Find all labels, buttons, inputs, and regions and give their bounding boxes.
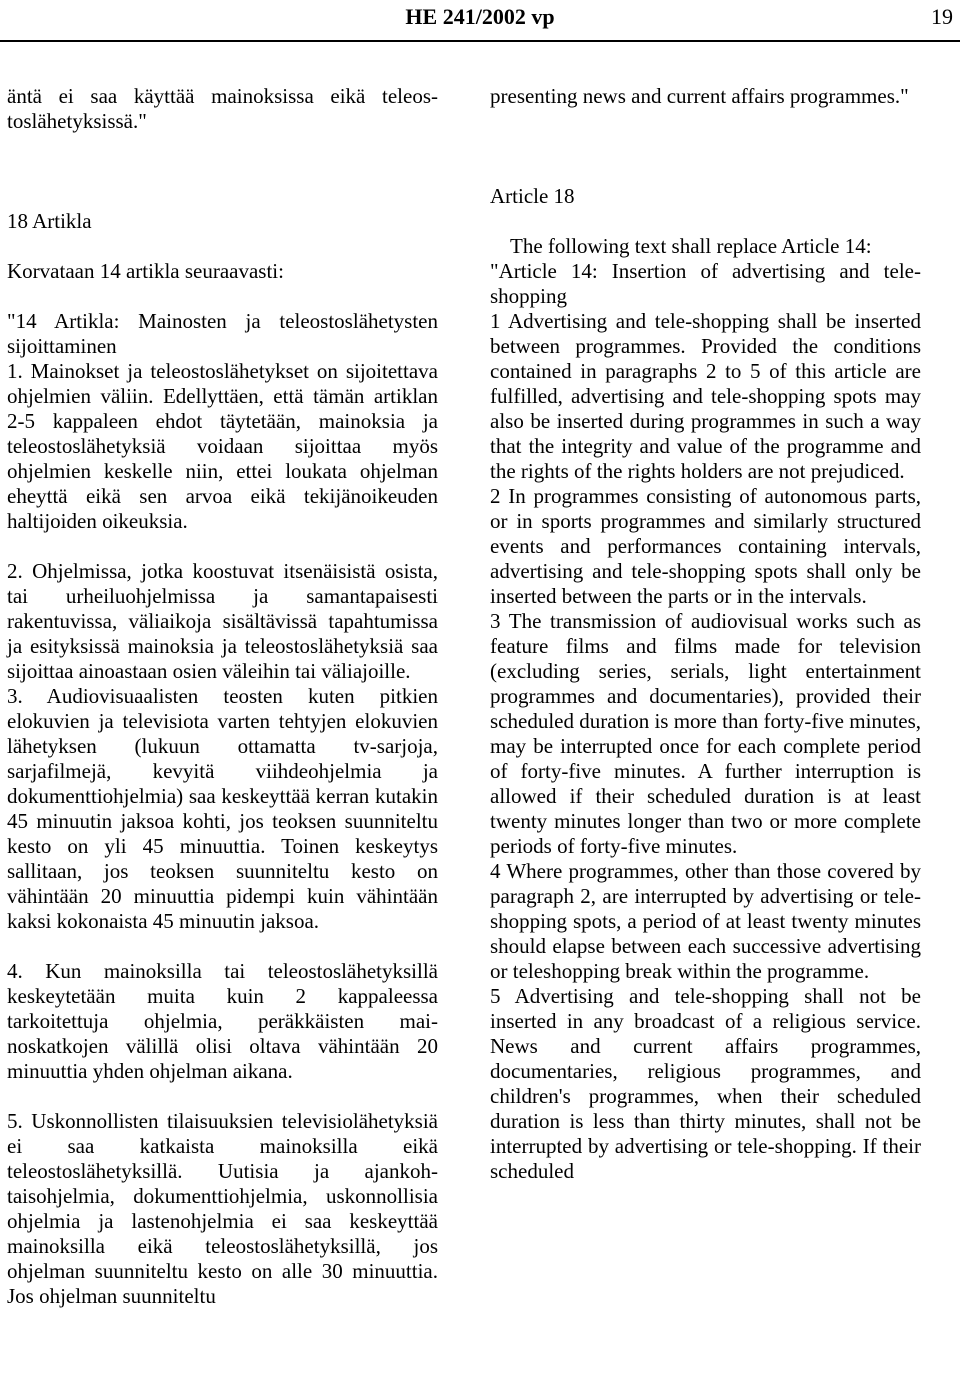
english-paragraph-4: 4 Where programmes, other than those covered by paragraph 2, are interrupted by advertising or tele-shopping spots, a period of at least twenty minutes should elapse between each successive advertising or teleshopping break within the programme. — [490, 859, 921, 983]
finnish-article-heading: 18 Artikla — [7, 209, 92, 233]
page-header — [0, 0, 960, 42]
english-paragraph-2: 2 In programmes consisting of autonomous parts, or in sports programmes and similarly structured events and performances containing intervals, advertising and tele-shopping spots shall only be inserted between the parts or in the intervals. — [490, 484, 921, 608]
english-column — [490, 84, 921, 1184]
finnish-lead: Korvataan 14 artikla seuraavasti: — [7, 259, 284, 283]
finnish-paragraph-3: 3. Audiovisuaalisten teosten kuten pitkien elokuvien ja televisiota varten tehtyjen elokuvien lähetyksen (lukuun ottamatta tv-sarjoja, sarjafilmejä, kevyitä viihdeohjelmia ja dokumenttiohjelmia) saa keskeyttää kerran kutakin 45 minuutin jaksoa kohti, jos teoksen suunniteltu kesto on yli 45 minuuttia. Toinen keskeytys sallitaan, jos teoksen suunniteltu kesto on vähintään 20 minuuttia pidempi kuin vähintään kaksi kokonaista 45 minuutin jaksoa. — [7, 684, 438, 933]
english-intro: presenting news and current affairs programmes." — [490, 84, 909, 108]
finnish-paragraph-2: 2. Ohjelmissa, jotka koostuvat itsenäisistä osista, tai urheiluohjelmissa ja samantapaisesti rakentuvissa, väliaikoja sisältävissä tapahtumissa ja esityksissä mainoksia ja teleostoslähetyksiä saa sijoittaa ainoastaan osien väleihin tai väliajoille. — [7, 559, 438, 683]
finnish-article-title: "14 Artikla: Mainosten ja teleostoslähetysten sijoittaminen — [7, 309, 438, 358]
finnish-column — [7, 84, 438, 1309]
english-lead: The following text shall replace Article 14: — [510, 234, 872, 258]
finnish-paragraph-4: 4. Kun mainoksilla tai teleostoslähetyksillä keskeytetään muita kuin 2 kappaleessa tarkoitettuja ohjelmia, peräkkäisten mainoskatkojen välillä olisi oltava vähintään 20 minuuttia yhden ohjelman aikana. — [7, 959, 438, 1083]
finnish-paragraph-5: 5. Uskonnollisten tilaisuuksien televisiolähetyksiä ei saa katkaista mainoksilla eikä teleostoslähetyksillä. Uutisia ja ajankohtaisohjelmia, dokumenttiohjelmia, uskonnollisia ohjelmia ja lastenohjelmia ei saa keskeyttää mainoksilla eikä teleostoslähetyksillä, jos ohjelman suunniteltu kesto on alle 30 minuuttia. Jos ohjelman suunniteltu — [7, 1109, 438, 1308]
finnish-paragraph-1: 1. Mainokset ja teleostoslähetykset on sijoitettava ohjelmien väliin. Edellyttäen, että tämän artiklan 2-5 kappaleen ehdot täytetään, mainoksia ja teleostoslähetyksiä voidaan sijoittaa myös ohjelmien keskelle niin, ettei loukata ohjelman eheyttä eikä sen arvoa eikä tekijänoikeuden haltijoiden oikeuksia. — [7, 359, 438, 533]
english-paragraph-1: 1 Advertising and tele-shopping shall be inserted between programmes. Provided the conditions contained in paragraphs 2 to 5 of this article are fulfilled, advertising and tele-shopping spots may also be inserted during programmes in such a way that the integrity and value of the programme and the rights of the rights holders are not prejudiced. — [490, 309, 921, 483]
english-paragraph-3: 3 The transmission of audiovisual works such as feature films and films made for television (excluding series, serials, light entertainment programmes and documentaries), provided their scheduled duration is more than forty-five minutes, may be interrupted once for each complete period of forty-five minutes. A further interruption is allowed if their scheduled duration is at least twenty minutes longer than two or more complete periods of forty-five minutes. — [490, 609, 921, 858]
english-paragraph-5: 5 Advertising and tele-shopping shall not be inserted in any broadcast of a religious service. News and current affairs programmes, documentaries, religious programmes, and children's programmes, when their scheduled duration is less than thirty minutes, shall not be interrupted by advertising or tele-shopping. If their scheduled — [490, 984, 921, 1183]
page-number: 19 — [931, 4, 953, 29]
finnish-intro: äntä ei saa käyttää mainoksissa eikä teleostoslähetyksissä." — [7, 84, 438, 133]
english-article-title: "Article 14: Insertion of advertising and tele-shopping — [490, 259, 921, 308]
english-article-heading: Article 18 — [490, 184, 575, 208]
document-id: HE 241/2002 vp — [405, 4, 555, 29]
